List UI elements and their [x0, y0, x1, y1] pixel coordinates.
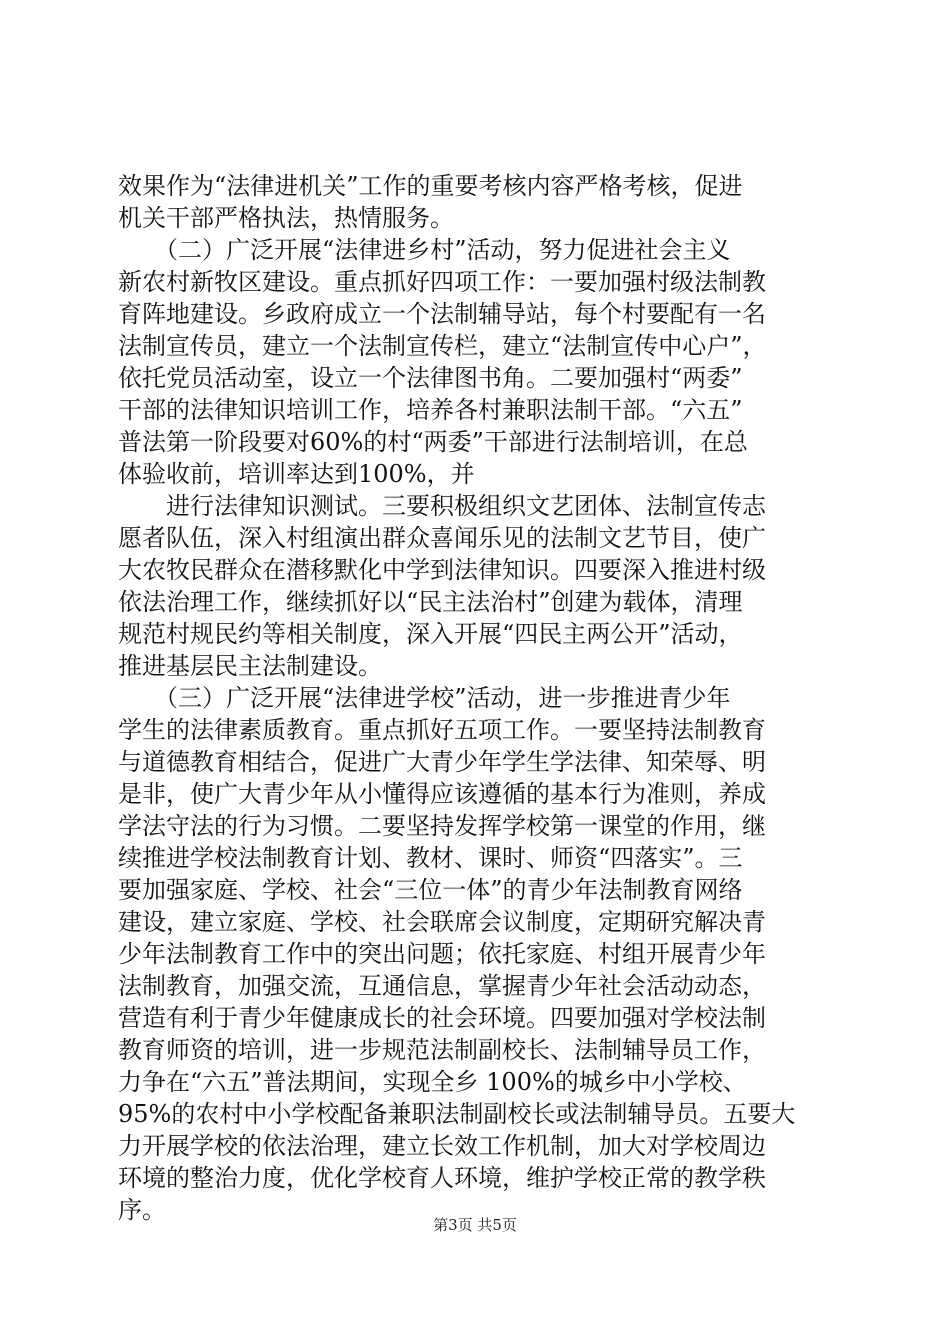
text-line: 体验收前，培训率达到100%，并 [118, 460, 475, 488]
text-line: 干部的法律知识培训工作，培养各村兼职法制干部。“六五” [118, 396, 743, 424]
text-line: 力开展学校的依法治理，建立长效工作机制，加大对学校周边 [118, 1132, 766, 1160]
text-line: 建设，建立家庭、学校、社会联席会议制度，定期研究解决青 [118, 908, 766, 936]
document-body [118, 170, 853, 1226]
text-line: 序。 [118, 1196, 166, 1224]
text-line: 95%的农村中小学校配备兼职法制副校长或法制辅导员。五要大 [118, 1100, 796, 1128]
text-line: 法制教育，加强交流，互通信息，掌握青少年社会活动动态， [118, 972, 766, 1000]
text-line: 新农村新牧区建设。重点抓好四项工作：一要加强村级法制教 [118, 268, 766, 296]
text-line: 营造有利于青少年健康成长的社会环境。四要加强对学校法制 [118, 1004, 766, 1032]
text-line: 环境的整治力度，优化学校育人环境，维护学校正常的教学秩 [118, 1164, 766, 1192]
text-line: 学生的法律素质教育。重点抓好五项工作。一要坚持法制教育 [118, 716, 766, 744]
text-line: 效果作为“法律进机关”工作的重要考核内容严格考核，促进 [118, 172, 743, 200]
text-line: 大农牧民群众在潜移默化中学到法律知识。四要深入推进村级 [118, 556, 766, 584]
text-line: 学法守法的行为习惯。二要坚持发挥学校第一课堂的作用，继 [118, 812, 766, 840]
text-line: 力争在“六五”普法期间，实现全乡 100%的城乡中小学校、 [118, 1068, 747, 1096]
text-line: 依法治理工作，继续抓好以“民主法治村”创建为载体，清理 [118, 588, 743, 616]
text-line: 要加强家庭、学校、社会“三位一体”的青少年法制教育网络 [118, 876, 743, 904]
text-line: （三）广泛开展“法律进学校”活动，进一步推进青少年 [118, 684, 731, 712]
page-footer: 第3页 共5页 [433, 1216, 517, 1234]
text-line: 育阵地建设。乡政府成立一个法制辅导站，每个村要配有一名 [118, 300, 766, 328]
text-line: 续推进学校法制教育计划、教材、课时、师资“四落实”。三 [118, 844, 743, 872]
text-line: 依托党员活动室，设立一个法律图书角。二要加强村“两委” [118, 364, 743, 392]
text-line: 机关干部严格执法，热情服务。 [118, 204, 454, 232]
text-line: 规范村规民约等相关制度，深入开展“四民主两公开”活动， [118, 620, 743, 648]
text-line: 是非，使广大青少年从小懂得应该遵循的基本行为准则，养成 [118, 780, 766, 808]
text-line: 进行法律知识测试。三要积极组织文艺团体、法制宣传志 [118, 492, 766, 520]
text-line: 普法第一阶段要对60%的村“两委”干部进行法制培训，在总 [118, 428, 748, 456]
text-line: 教育师资的培训，进一步规范法制副校长、法制辅导员工作， [118, 1036, 766, 1064]
text-line: （二）广泛开展“法律进乡村”活动，努力促进社会主义 [118, 236, 731, 264]
text-line: 法制宣传员，建立一个法制宣传栏，建立“法制宣传中心户”， [118, 332, 767, 360]
text-line: 少年法制教育工作中的突出问题；依托家庭、村组开展青少年 [118, 940, 766, 968]
text-line: 愿者队伍，深入村组演出群众喜闻乐见的法制文艺节目，使广 [118, 524, 766, 552]
text-line: 推进基层民主法制建设。 [118, 652, 382, 680]
text-line: 与道德教育相结合，促进广大青少年学生学法律、知荣辱、明 [118, 748, 766, 776]
